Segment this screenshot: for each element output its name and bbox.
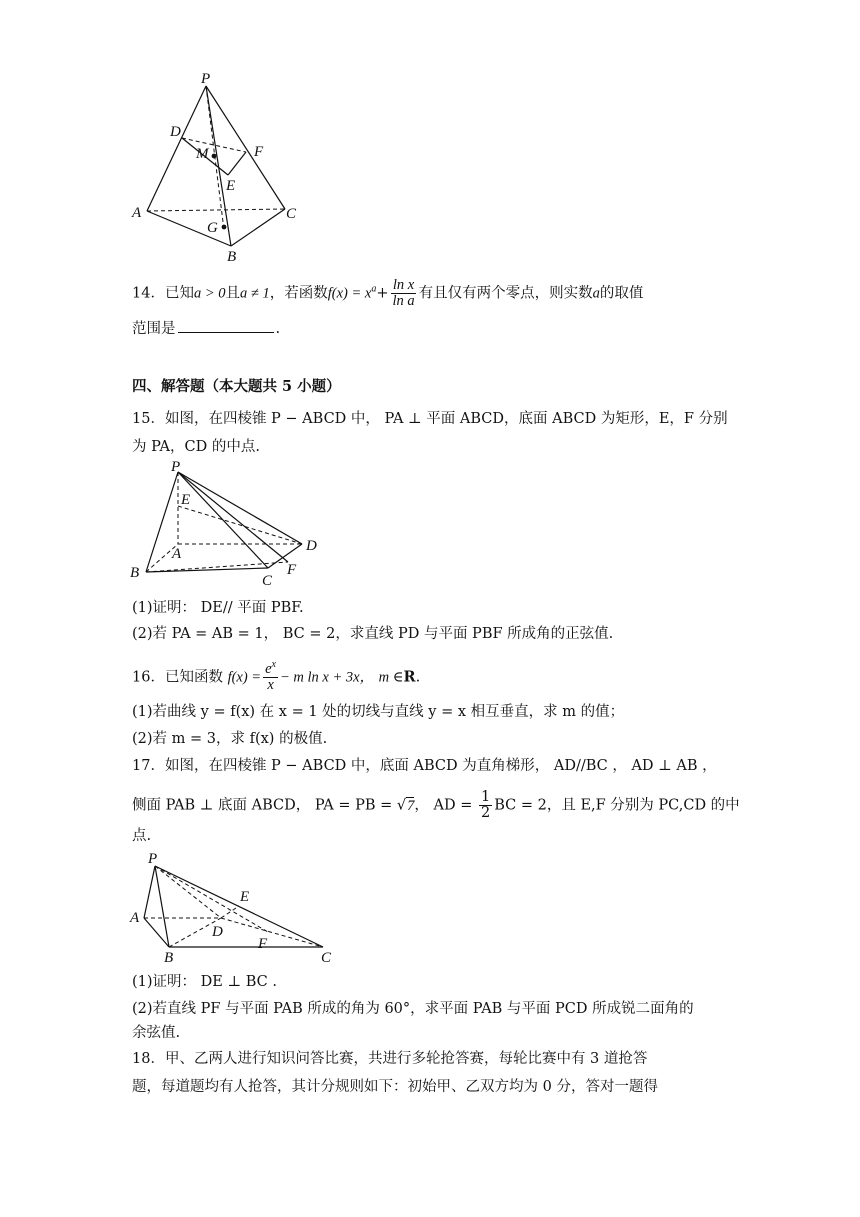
q17-part-1: (1)证明： DE ⊥ BC . bbox=[132, 974, 277, 990]
label-E: E bbox=[240, 889, 250, 905]
label-P: P bbox=[171, 459, 181, 475]
label-B: B bbox=[130, 565, 140, 581]
q18-line-1: 18．甲、乙两人进行知识问答比赛，共进行多轮抢答赛，每轮比赛中有 3 道抢答 bbox=[132, 1051, 648, 1067]
label-C: C bbox=[286, 206, 297, 222]
fraction-half: $\frac{1}{2}$ bbox=[480, 789, 491, 821]
q15-line-1: 15．如图，在四棱锥 P − ABCD 中， PA ⊥ 平面 ABCD，底面 ABCD 为矩形，E，F 分别 bbox=[132, 411, 728, 427]
label-C: C bbox=[321, 950, 332, 966]
q15-part-2: (2)若 PA = AB = 1， BC = 2，求直线 PD 与平面 PBF 所成角的正弦值. bbox=[132, 626, 614, 642]
label-P: P bbox=[148, 851, 158, 867]
label-D: D bbox=[306, 538, 317, 554]
label-E: E bbox=[226, 178, 236, 194]
label-A: A bbox=[130, 910, 140, 926]
q18-line-2: 题，每道题均有人抢答，其计分规则如下：初始甲、乙双方均为 0 分，答对一题得 bbox=[132, 1079, 658, 1095]
label-A: A bbox=[172, 546, 182, 562]
label-D: D bbox=[170, 124, 181, 140]
q15-part-1: (1)证明： DE// 平面 PBF. bbox=[132, 600, 304, 616]
label-A: A bbox=[132, 205, 142, 221]
q16-part-2: (2)若 m = 3，求 f(x) 的极值. bbox=[132, 731, 328, 747]
q16-part-1: (1)若曲线 y = f(x) 在 x = 1 处的切线与直线 y = x 相互垂直，求 m 的值； bbox=[132, 704, 625, 720]
label-M: M bbox=[196, 146, 209, 162]
figure-pyramid-q17 bbox=[128, 848, 343, 968]
q14-line-1: 14．已知a > 0且a ≠ 1，若函数$f(x) = x^a+$ $\frac{\text{ln x}}{\text{ln a}}$ 有且仅有两个零点，则实数a的取值 bbox=[132, 277, 644, 309]
label-E: E bbox=[181, 492, 191, 508]
q14-line-2: 范围是 . bbox=[132, 318, 280, 339]
label-F: F bbox=[258, 936, 268, 952]
figure-pyramid-q15 bbox=[128, 458, 328, 590]
label-B: B bbox=[164, 950, 174, 966]
label-P: P bbox=[201, 71, 211, 87]
section-heading: 四、解答题（本大题共 5 小题） bbox=[132, 378, 341, 395]
q17-part-2-line-1: (2)若直线 PF 与平面 PAB 所成的角为 60°，求平面 PAB 与平面 PCD 所成锐二面角的 bbox=[132, 1001, 694, 1017]
fraction-ex: $\frac{e^x}{x}$ bbox=[265, 659, 276, 693]
fraction-ln: $\frac{\text{ln x}}{\text{ln a}}$ bbox=[392, 277, 415, 309]
label-G: G bbox=[207, 220, 218, 236]
label-D: D bbox=[212, 924, 223, 940]
label-B: B bbox=[227, 249, 237, 265]
q15-line-2: 为 PA，CD 的中点. bbox=[132, 439, 260, 455]
q17-line-2: 侧面 PAB ⊥ 底面 ABCD， PA = PB = √7， AD = $\frac{1}{2}$ BC = 2，且 E,F 分别为 PC,CD 的中 bbox=[132, 789, 740, 821]
label-F: F bbox=[287, 562, 297, 578]
q17-part-2-line-2: 余弦值. bbox=[132, 1025, 181, 1041]
answer-blank[interactable] bbox=[178, 318, 274, 333]
label-C: C bbox=[262, 573, 273, 589]
figure-pyramid-q13 bbox=[128, 70, 308, 266]
q16-line-1: 16．已知函数 f(x) = $\frac{e^x}{x}$ − m ln x + 3x， m ∈R. bbox=[132, 659, 421, 693]
q17-line-3: 点. bbox=[132, 828, 152, 844]
label-F: F bbox=[254, 144, 264, 160]
q17-line-1: 17．如图，在四棱锥 P − ABCD 中，底面 ABCD 为直角梯形， AD//BC ， AD ⊥ AB ， bbox=[132, 758, 717, 774]
